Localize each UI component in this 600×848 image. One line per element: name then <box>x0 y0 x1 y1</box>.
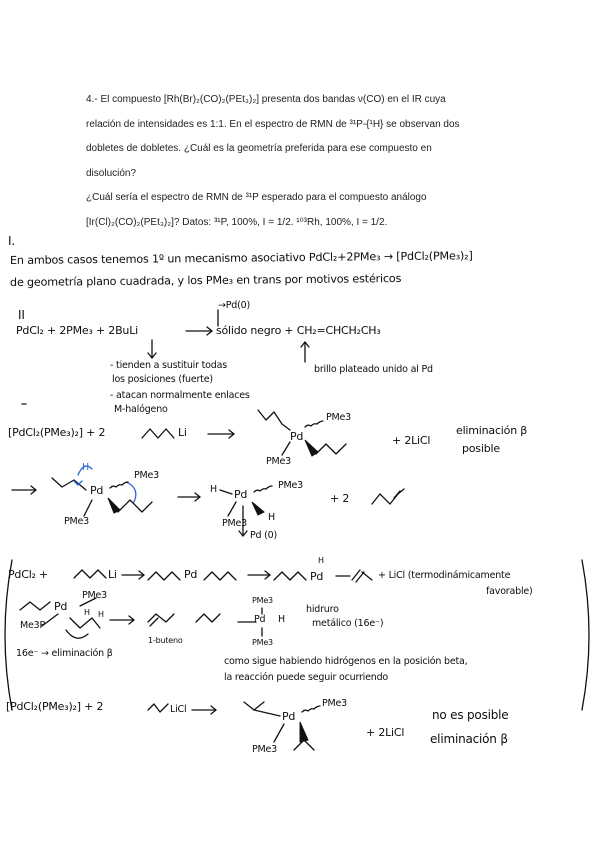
question-line <box>86 88 508 113</box>
licl-product: + 2LiCl <box>392 434 431 447</box>
elimination-16e: 16e⁻ → eliminación β <box>16 648 113 659</box>
pd-atom: Pd <box>90 484 104 497</box>
conclusion-1: como sigue habiendo hidrógenos en la posición beta, <box>224 656 468 667</box>
favorable-note: favorable) <box>486 586 533 597</box>
no-possible-note-1: no es posible <box>432 708 509 722</box>
butyl-chain <box>52 478 86 490</box>
licl-product: + 2LiCl <box>366 726 405 739</box>
arrow-head <box>229 430 234 438</box>
bond <box>274 724 284 742</box>
butyl-chain <box>196 614 220 622</box>
hydrogen-label: H <box>278 614 285 625</box>
isopropyl <box>148 704 168 712</box>
butyl-chain <box>274 572 306 580</box>
hydrogen-label: H <box>268 512 275 523</box>
butyl-chain <box>204 572 236 580</box>
butene <box>148 614 174 622</box>
pme3-ligand: PMe3 <box>64 516 90 527</box>
wedge-bond <box>252 502 264 515</box>
blue-arrow <box>126 482 136 502</box>
hydride-note-2: metálico (16e⁻) <box>312 618 384 629</box>
bond <box>220 490 232 494</box>
pd-atom: Pd <box>290 430 304 443</box>
butene-label: 1-buteno <box>148 636 183 645</box>
pd0-label: →Pd(0) <box>218 300 250 311</box>
lithium-label: Li <box>108 568 117 581</box>
left-paren <box>5 560 12 710</box>
arrow-head <box>195 493 200 501</box>
question-text-1: El compuesto [Rh(Br)₂(CO)₂(PEt₃)₂] presenta dos bandas ν(CO) en el IR cuya <box>100 94 446 105</box>
section-2-label: II <box>18 308 25 322</box>
isopropyl <box>294 740 314 750</box>
butyl-chain <box>70 618 100 628</box>
butyl-chain <box>258 410 290 430</box>
question-number: 4.- <box>86 94 98 105</box>
bullet-1a: - tienden a sustituir todas <box>110 360 227 371</box>
butyl-chain <box>118 500 152 512</box>
pd-atom: Pd <box>184 568 198 581</box>
blue-arrowhead <box>74 481 82 485</box>
conclusion-2: la reacción puede seguir ocurriendo <box>224 672 389 683</box>
bullet-2a: - atacan normalmente enlaces <box>110 390 250 401</box>
pd-atom: Pd <box>282 710 296 723</box>
wavy-bond <box>302 706 320 712</box>
wavy-bond <box>110 482 128 488</box>
curve <box>66 630 88 638</box>
butyl-chain <box>316 444 346 454</box>
pme3-ligand: PMe3 <box>266 456 292 467</box>
hydrogen-label: H <box>318 556 324 565</box>
bond <box>282 442 290 455</box>
arrow-head <box>148 353 156 358</box>
pme3-ligand: PMe3 <box>278 480 304 491</box>
pme3-ligand: PMe3 <box>134 470 160 481</box>
double-bond <box>394 491 400 498</box>
question-text-3: dobletes de dobletes. ¿Cuál es la geometría preferida para ese compuesto en <box>86 143 432 154</box>
double-bond <box>150 618 158 626</box>
pme3-ligand: PMe3 <box>322 698 348 709</box>
pme3-ligand: PMe3 <box>222 518 248 529</box>
hydrogen-label: H <box>98 610 104 619</box>
arrow-head <box>129 616 134 624</box>
arrow-head <box>211 706 216 714</box>
pd-atom: Pd <box>254 614 266 625</box>
pme3-ligand: PMe3 <box>252 744 278 755</box>
butene <box>372 489 404 504</box>
lithium-label: Li <box>178 426 187 439</box>
pd-atom: Pd <box>54 600 68 613</box>
question-block <box>86 88 508 235</box>
equation-2-left: [PdCl₂(PMe₃)₂] + 2 <box>8 426 106 439</box>
equation-1-left: PdCl₂ + 2PMe₃ + 2BuLi <box>16 324 138 337</box>
arrow-head <box>31 486 36 494</box>
butyl-chain <box>74 570 106 578</box>
pd-atom: Pd <box>234 488 248 501</box>
equation-3-left: PdCl₂ + <box>8 568 49 581</box>
pd-atom: Pd <box>310 570 324 583</box>
arrow-head <box>139 571 144 579</box>
butyl-chain <box>142 429 174 438</box>
butyl-chain <box>148 572 180 580</box>
pme3-ligand: PMe3 <box>252 638 273 647</box>
note-line-2: de geometría plano cuadrada, y los PMe₃ en trans por motivos estéricos <box>9 271 402 289</box>
wedge-bond <box>108 498 120 513</box>
question-text-2: relación de intensidades es 1:1. En el espectro de RMN de ³¹P-{¹H} se observan dos <box>86 118 460 130</box>
wavy-bond <box>254 486 272 492</box>
equation-1-right: sólido negro + CH₂=CHCH₂CH₃ <box>216 324 381 337</box>
alkene <box>352 570 360 580</box>
pme3-ligand: PMe3 <box>82 590 108 601</box>
bullet-1b: los posiciones (fuerte) <box>112 374 213 385</box>
arrow-head <box>265 571 270 579</box>
pme3-ligand: PMe3 <box>326 412 352 423</box>
question-text-6: [Ir(Cl)₂(CO)₂(PEt₃)₂]? Datos: ³¹P, 100%, I = 1/2. ¹⁰³Rh, 100%, I = 1/2. <box>86 216 388 228</box>
bullet-2b: M-halógeno <box>114 404 168 415</box>
wavy-bond <box>305 421 323 427</box>
question-text-5: ¿Cuál sería el espectro de RMN de ³¹P esperado para el compuesto análogo <box>86 192 427 203</box>
hydrogen-label: H <box>210 484 217 495</box>
arrow-head <box>301 342 309 347</box>
equation-4-left: [PdCl₂(PMe₃)₂] + 2 <box>6 700 104 713</box>
licl-reagent: LiCl <box>170 704 187 715</box>
bond <box>254 710 280 716</box>
arrow-head <box>207 327 212 335</box>
alkene <box>356 572 364 582</box>
hydrogen-label: H <box>84 608 90 617</box>
butyl-chain <box>20 602 50 610</box>
brillo-note: brillo plateado unido al Pd <box>314 364 433 375</box>
elimination-note-1: eliminación β <box>456 424 528 437</box>
section-1-label: I. <box>8 234 15 248</box>
wedge-bond <box>300 722 308 742</box>
hydride-note-1: hidruro <box>306 604 339 615</box>
arrow-head <box>239 531 247 536</box>
hydrogen-label: H <box>82 462 89 473</box>
isopropyl <box>244 702 264 710</box>
right-paren <box>582 560 589 710</box>
elimination-note-2: posible <box>462 442 500 455</box>
note-line-1: En ambos casos tenemos 1º un mecanismo asociativo PdCl₂+2PMe₃ → [PdCl₂(PMe₃)₂] <box>9 249 473 267</box>
question-text-4: disolución? <box>86 167 137 179</box>
bond <box>84 500 92 516</box>
alkene <box>362 572 372 580</box>
pme3-ligand: Me3P <box>20 620 46 631</box>
no-possible-note-2: eliminación β <box>430 732 508 746</box>
pd0-label: Pd (0) <box>250 530 278 541</box>
plus-2: + 2 <box>330 492 350 505</box>
wedge-bond <box>305 440 318 456</box>
bond <box>228 502 236 516</box>
licl-thermo: + LiCl (termodinámicamente <box>378 570 511 581</box>
pme3-ligand: PMe3 <box>252 596 273 605</box>
